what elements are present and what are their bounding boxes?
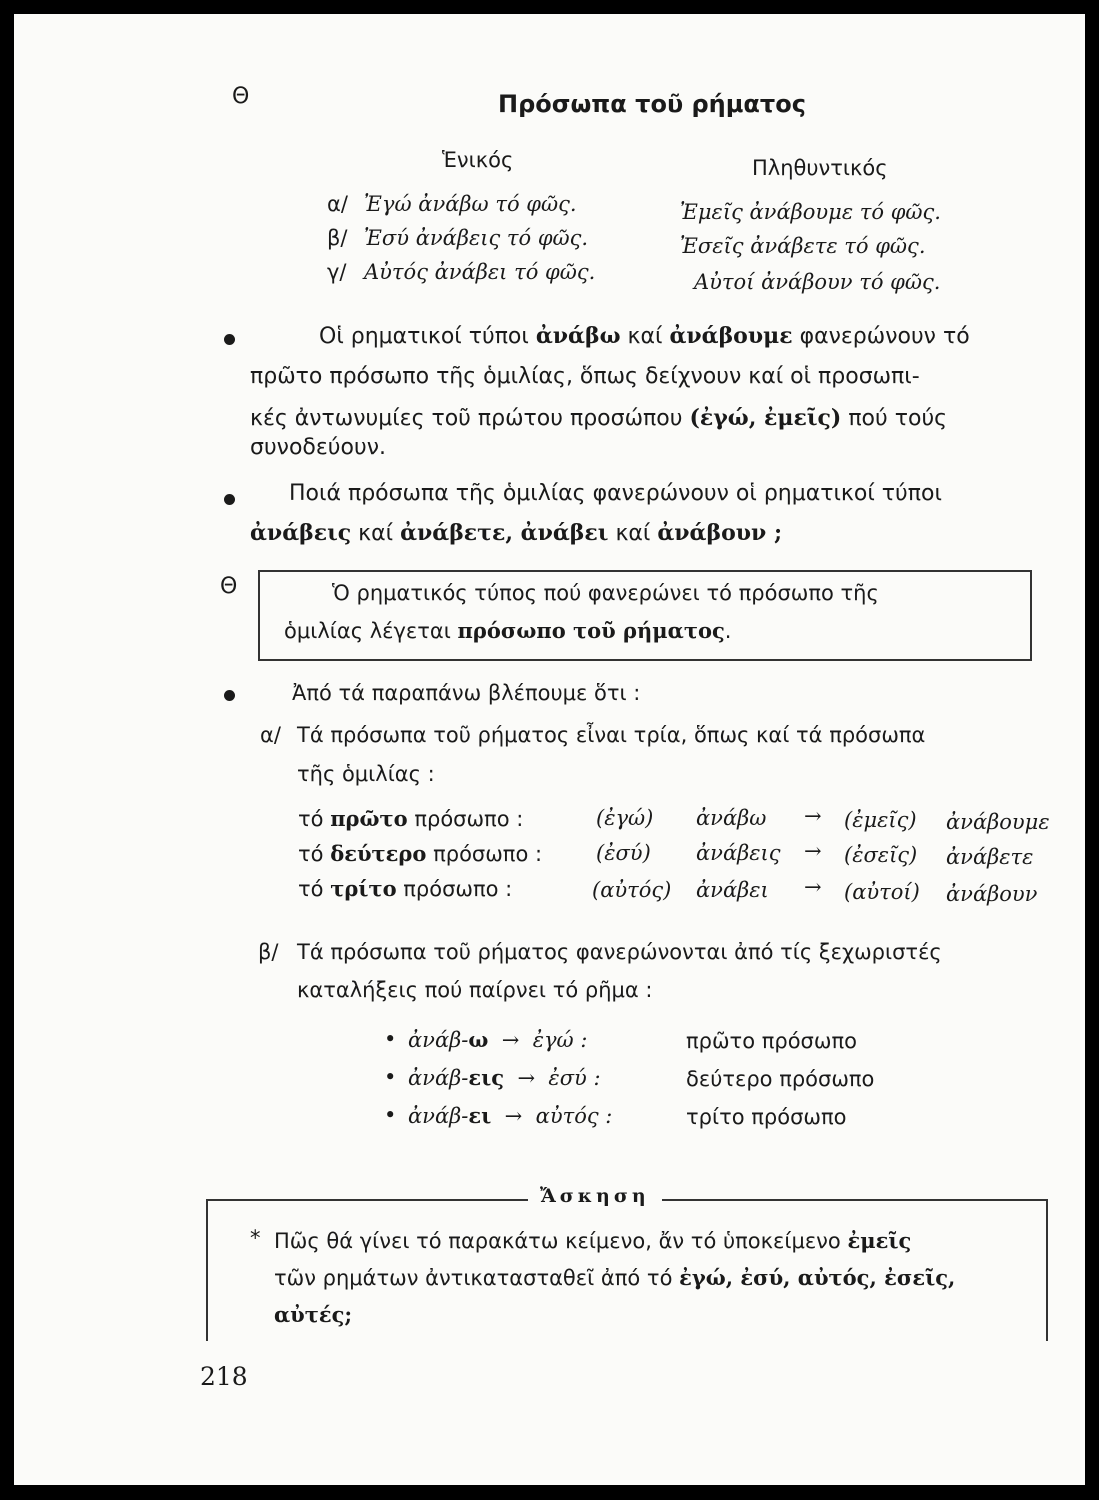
arrow-icon: →	[804, 875, 822, 899]
question-line: ἀνάβεις καί ἀνάβετε, ἀνάβει καί ἀνάβουν ;	[250, 520, 783, 546]
plural-form: Αὐτοί ἀνάβουν τό φῶς.	[694, 270, 941, 294]
column-plural: Πληθυντικός	[752, 156, 888, 180]
person-row: τό πρῶτο πρόσωπο :	[298, 806, 524, 831]
section-title: Πρόσωπα τοῦ ρήματος	[498, 90, 806, 118]
theory-marker: Θ	[220, 574, 238, 599]
singular-form: Αὐτός ἀνάβει τό φῶς.	[364, 260, 596, 284]
verb-form: ἀνάβουν	[946, 882, 1038, 906]
exercise-title: Ἄσκηση	[528, 1185, 662, 1207]
verb-ending: ἀνάβ-ει → αὐτός :	[408, 1103, 613, 1128]
bullet-icon	[224, 334, 235, 345]
pronoun: (αὐτός)	[592, 878, 672, 902]
person-row: τό δεύτερο πρόσωπο :	[298, 841, 543, 866]
verb-ending: ἀνάβ-εις → ἐσύ :	[408, 1065, 601, 1090]
paragraph-line: κές ἀντωνυμίες τοῦ πρώτου προσώπου (ἐγώ, ἐμεῖς) πού τούς	[250, 405, 948, 431]
row-label: α/	[327, 192, 348, 216]
bullet-icon	[224, 494, 235, 505]
pronoun: (αὐτοί)	[844, 880, 920, 904]
exercise-line: τῶν ρημάτων ἀντικατασταθεῖ ἀπό τό ἐγώ, ἐσύ, αὐτός, ἐσεῖς,	[274, 1265, 956, 1290]
item-label: β/	[258, 940, 279, 964]
verb-form: ἀνάβει	[696, 878, 769, 902]
exercise-line: αὐτές;	[274, 1302, 353, 1327]
item-label: α/	[260, 723, 281, 747]
definition-line: Ὁ ρηματικός τύπος πού φανερώνει τό πρόσωπο τῆς	[332, 581, 879, 605]
list-bullet: •	[384, 1065, 397, 1089]
person-name: δεύτερο πρόσωπο	[686, 1067, 875, 1091]
star-icon: *	[250, 1226, 261, 1250]
singular-form: Ἐγώ ἀνάβω τό φῶς.	[364, 192, 577, 216]
verb-ending: ἀνάβ-ω → ἐγώ :	[408, 1027, 588, 1052]
arrow-icon: →	[804, 804, 822, 828]
paragraph-line: πρῶτο πρόσωπο τῆς ὁμιλίας, ὅπως δείχνουν καί οἱ προσωπι-	[250, 364, 920, 389]
item-line: καταλήξεις πού παίρνει τό ρῆμα :	[297, 978, 653, 1002]
verb-form: ἀνάβεις	[696, 841, 781, 865]
book-page	[14, 14, 1085, 1485]
row-label: β/	[327, 226, 348, 250]
pronoun: (ἐσεῖς)	[844, 843, 918, 867]
person-row: τό τρίτο πρόσωπο :	[298, 876, 513, 901]
verb-form: ἀνάβω	[696, 806, 767, 830]
definition-line: ὁμιλίας λέγεται πρόσωπο τοῦ ρήματος.	[284, 618, 732, 643]
plural-form: Ἐμεῖς ἀνάβουμε τό φῶς.	[680, 200, 941, 224]
arrow-icon: →	[804, 839, 822, 863]
exercise-line: Πῶς θά γίνει τό παρακάτω κείμενο, ἄν τό ὑποκείμενο ἐμεῖς	[274, 1228, 912, 1253]
verb-form: ἀνάβουμε	[946, 810, 1050, 834]
pronoun: (ἐμεῖς)	[844, 808, 917, 832]
column-singular: Ἑνικός	[442, 148, 514, 172]
verb-form: ἀνάβετε	[946, 845, 1034, 869]
row-label: γ/	[327, 260, 347, 284]
person-name: τρίτο πρόσωπο	[686, 1105, 847, 1129]
page-number: 218	[200, 1362, 248, 1391]
list-bullet: •	[384, 1103, 397, 1127]
pronoun: (ἐγώ)	[596, 806, 654, 830]
plural-form: Ἐσεῖς ἀνάβετε τό φῶς.	[680, 234, 926, 258]
paragraph-line: συνοδεύουν.	[250, 435, 386, 460]
question-line: Ποιά πρόσωπα τῆς ὁμιλίας φανερώνουν οἱ ρηματικοί τύποι	[289, 481, 942, 506]
singular-form: Ἐσύ ἀνάβεις τό φῶς.	[364, 226, 589, 250]
list-bullet: •	[384, 1027, 397, 1051]
bullet-icon	[224, 690, 235, 701]
paragraph-line: Οἱ ρηματικοί τύποι ἀνάβω καί ἀνάβουμε φανερώνουν τό	[319, 323, 970, 349]
theory-marker: Θ	[232, 84, 250, 109]
item-line: Τά πρόσωπα τοῦ ρήματος εἶναι τρία, ὅπως καί τά πρόσωπα	[297, 723, 926, 747]
item-line: Τά πρόσωπα τοῦ ρήματος φανερώνονται ἀπό τίς ξεχωριστές	[297, 940, 942, 964]
item-line: τῆς ὁμιλίας :	[297, 762, 435, 786]
person-name: πρῶτο πρόσωπο	[686, 1029, 857, 1053]
intro-line: Ἀπό τά παραπάνω βλέπουμε ὅτι :	[292, 681, 641, 705]
pronoun: (ἐσύ)	[596, 841, 651, 865]
